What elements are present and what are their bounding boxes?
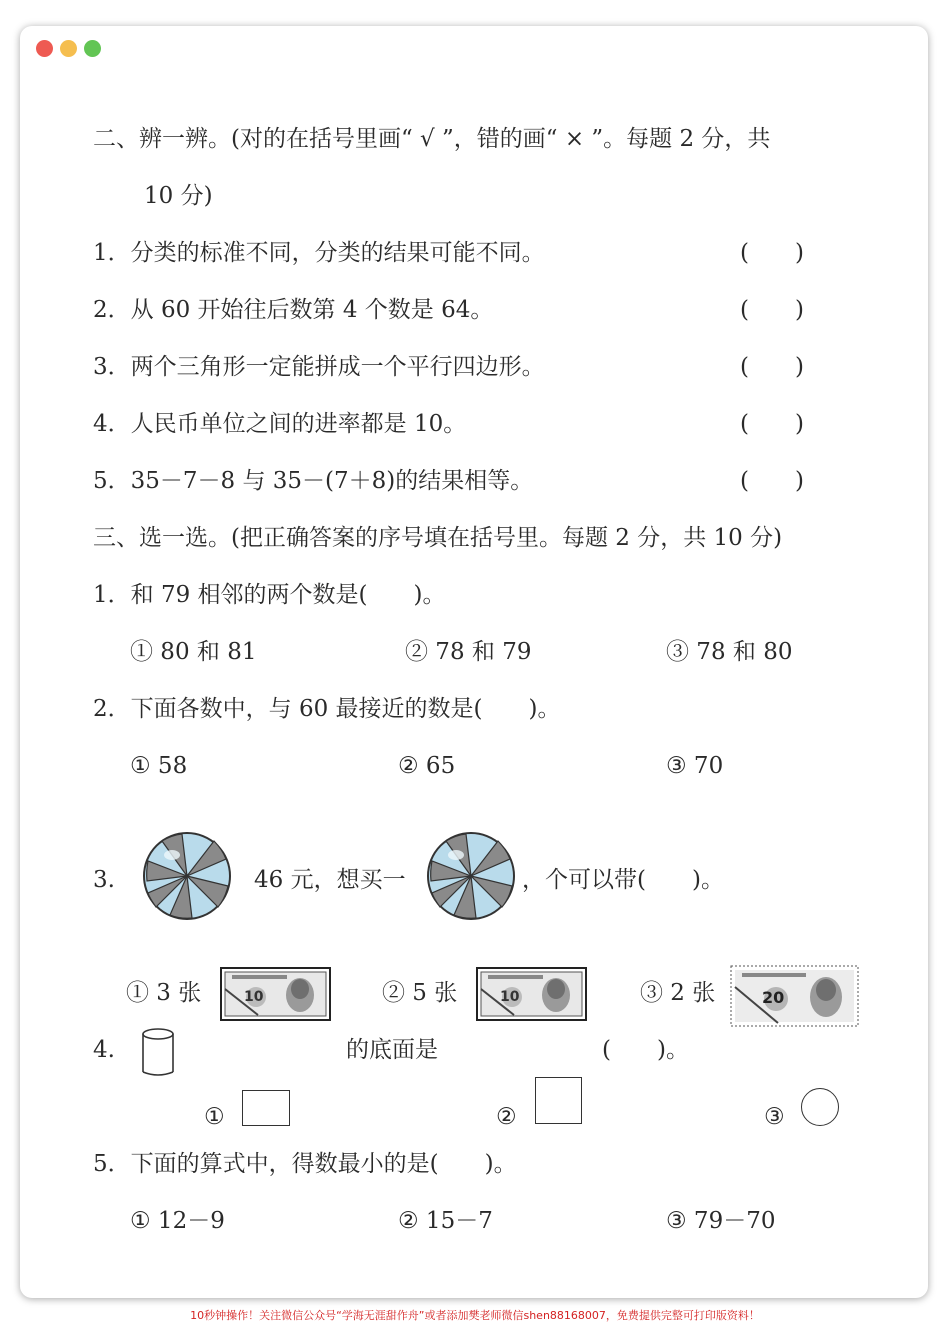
circle-shape xyxy=(801,1088,839,1126)
q3-option-1[interactable]: ① 3 张 xyxy=(126,980,202,1006)
cylinder-image xyxy=(138,1026,178,1082)
q1-option-2[interactable]: ② 78 和 79 xyxy=(405,639,532,665)
q2-option-3[interactable]: ③ 70 xyxy=(666,753,724,779)
s2-item-4: 4．人民币单位之间的进率都是 10。 xyxy=(93,411,467,437)
title-bar xyxy=(20,26,928,70)
s2-answer-2[interactable]: ( ) xyxy=(740,297,804,323)
document-window xyxy=(20,26,928,1298)
q3-option-3[interactable]: ③ 2 张 xyxy=(640,980,716,1006)
q2-option-1[interactable]: ① 58 xyxy=(130,753,188,779)
maximize-button[interactable] xyxy=(84,40,101,57)
ball-image-2 xyxy=(426,831,516,921)
section2-heading-cont: 10 分) xyxy=(144,183,213,209)
square-shape xyxy=(535,1077,582,1124)
q1-text: 1．和 79 相邻的两个数是( )。 xyxy=(93,582,446,608)
q4-option-1[interactable]: ① xyxy=(204,1104,225,1130)
q4-answer[interactable]: ( )。 xyxy=(602,1037,689,1063)
section3-heading: 三、选一选。(把正确答案的序号填在括号里。每题 2 分，共 10 分) xyxy=(93,525,783,551)
q4-text: 的底面是 xyxy=(346,1037,438,1063)
ball-image-1 xyxy=(142,831,232,921)
q4-option-2[interactable]: ② xyxy=(496,1104,517,1130)
rectangle-shape xyxy=(242,1090,290,1126)
minimize-button[interactable] xyxy=(60,40,77,57)
s2-answer-4[interactable]: ( ) xyxy=(740,411,804,437)
s2-item-1: 1．分类的标准不同，分类的结果可能不同。 xyxy=(93,240,545,266)
s2-answer-5[interactable]: ( ) xyxy=(740,468,804,494)
s2-answer-3[interactable]: ( ) xyxy=(740,354,804,380)
q5-text: 5．下面的算式中，得数最小的是( )。 xyxy=(93,1151,517,1177)
q5-option-2[interactable]: ② 15－7 xyxy=(398,1208,493,1234)
close-button[interactable] xyxy=(36,40,53,57)
q4-number: 4. xyxy=(93,1037,115,1063)
q2-option-2[interactable]: ② 65 xyxy=(398,753,456,779)
s2-item-5: 5．35－7－8 与 35－(7＋8)的结果相等。 xyxy=(93,468,534,494)
note-value-2: 10 xyxy=(500,989,520,1005)
q1-option-1[interactable]: ① 80 和 81 xyxy=(130,639,257,665)
s2-item-3: 3．两个三角形一定能拼成一个平行四边形。 xyxy=(93,354,545,380)
q5-option-3[interactable]: ③ 79－70 xyxy=(666,1208,776,1234)
q1-option-3[interactable]: ③ 78 和 80 xyxy=(666,639,793,665)
q5-option-1[interactable]: ① 12－9 xyxy=(130,1208,225,1234)
banknote-20-image xyxy=(730,965,859,1027)
q3-mid-text: 46 元，想买一 xyxy=(254,867,406,893)
q2-text: 2．下面各数中，与 60 最接近的数是( )。 xyxy=(93,696,561,722)
section2-heading: 二、辨一辨。(对的在括号里画“ √ ”，错的画“ × ”。每题 2 分，共 xyxy=(93,126,771,152)
s2-answer-1[interactable]: ( ) xyxy=(740,240,804,266)
note-value-3: 20 xyxy=(762,988,785,1007)
q3-end-text: ，个可以带( )。 xyxy=(522,867,724,893)
banknote-10-image xyxy=(476,967,587,1021)
q3-option-2[interactable]: ② 5 张 xyxy=(382,980,458,1006)
s2-item-2: 2．从 60 开始往后数第 4 个数是 64。 xyxy=(93,297,494,323)
q4-option-3[interactable]: ③ xyxy=(764,1104,785,1130)
q3-number: 3. xyxy=(93,867,115,893)
banknote-10-image xyxy=(220,967,331,1021)
footer-notice: 10秒钟操作！关注微信公众号“学海无涯甜作舟”或者添加樊老师微信shen88168007，免费提供完整可打印版资料！ xyxy=(190,1309,760,1322)
note-value-1: 10 xyxy=(244,989,264,1005)
